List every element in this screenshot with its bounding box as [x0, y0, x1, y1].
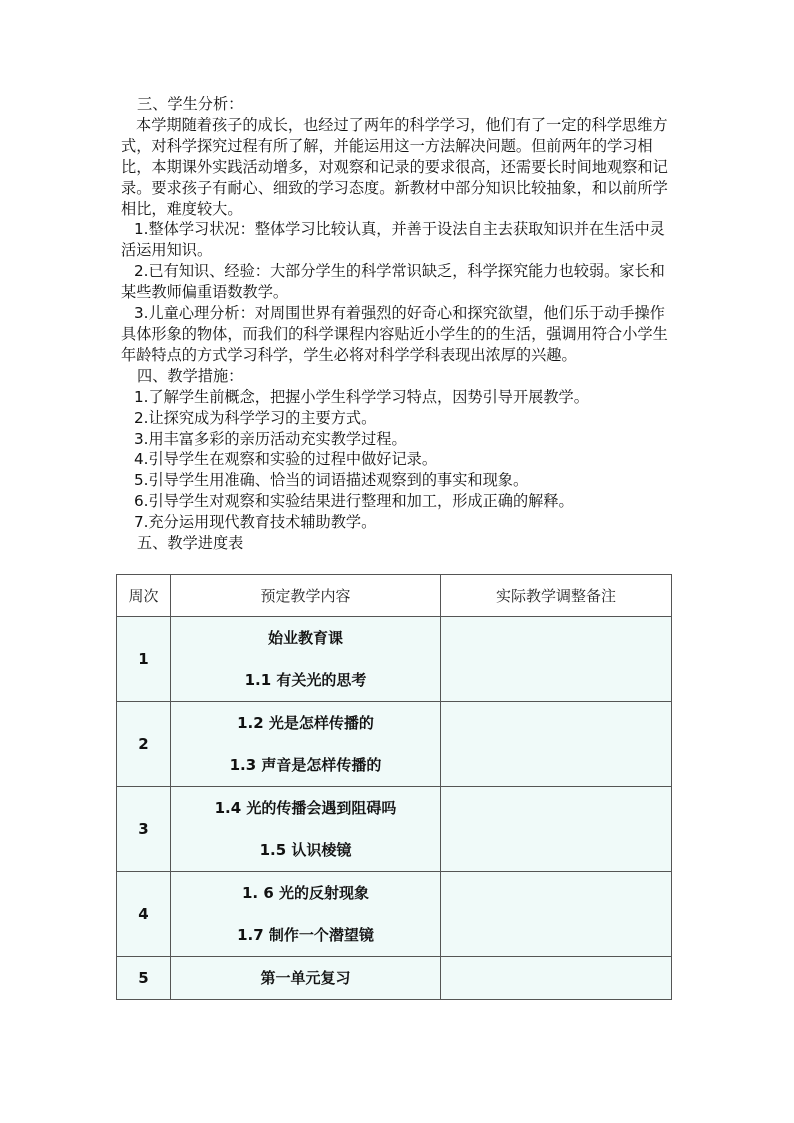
plan-line: 1.7 制作一个潜望镜 — [237, 926, 374, 944]
section-4-item: 2.让探究成为科学学习的主要方式。 — [134, 408, 377, 427]
table-row — [117, 957, 672, 1000]
plan-cell — [171, 702, 441, 787]
plan-line: 1.2 光是怎样传播的 — [237, 714, 374, 732]
schedule-table — [116, 574, 672, 1000]
section-5-title: 五、教学进度表 — [137, 534, 244, 553]
section-3-paragraph: 本学期随着孩子的成长，也经过了两年的科学学习，他们有了一定的科学思维方式，对科学探究过程有所了解，并能运用这一方法解决问题。但前两年的学习相比，本期课外实践活动增多，对观察和记录的要求很高，还需要长时间地观察和记录。要求孩子有耐心、细致的学习态度。新教材中部分知识比较抽象，和以前所学相比，难度较大。 — [121, 115, 668, 218]
plan-line: 1.1 有关光的思考 — [244, 671, 367, 689]
plan-cell — [171, 617, 441, 702]
section-4-title: 四、教学措施： — [137, 366, 244, 385]
plan-cell — [171, 872, 441, 957]
note-cell — [441, 957, 672, 1000]
section-3-title: 三、学生分析： — [137, 95, 244, 113]
section-4-item: 7.充分运用现代教育技术辅助教学。 — [134, 513, 377, 532]
plan-line: 第一单元复习 — [260, 969, 351, 987]
table-row — [117, 872, 672, 957]
table-row — [117, 617, 672, 702]
header-adjustment-notes: 实际教学调整备注 — [441, 575, 672, 617]
plan-cell — [171, 787, 441, 872]
plan-line: 1. 6 光的反射现象 — [241, 884, 370, 902]
section-4-item: 4.引导学生在观察和实验的过程中做好记录。 — [134, 450, 438, 469]
section-4-item: 6.引导学生对观察和实验结果进行整理和加工，形成正确的解释。 — [134, 492, 574, 511]
week-cell: 5 — [117, 957, 171, 1000]
section-3-item-1: 1.整体学习状况：整体学习比较认真，并善于设法自主去获取知识并在生活中灵活运用知识。 — [121, 220, 665, 260]
table-row — [117, 702, 672, 787]
table-header-row — [117, 575, 672, 617]
section-4-item: 3.用丰富多彩的亲历活动充实教学过程。 — [134, 429, 407, 448]
note-cell — [441, 787, 672, 872]
note-cell — [441, 617, 672, 702]
section-4-item: 5.引导学生用准确、恰当的词语描述观察到的事实和现象。 — [134, 471, 529, 490]
section-4-item: 1.了解学生前概念，把握小学生科学学习特点，因势引导开展教学。 — [134, 387, 589, 406]
week-cell: 1 — [117, 617, 171, 702]
header-planned-content: 预定教学内容 — [171, 575, 441, 617]
plan-line: 1.3 声音是怎样传播的 — [229, 756, 382, 774]
week-cell: 3 — [117, 787, 171, 872]
week-cell: 2 — [117, 702, 171, 787]
table-row — [117, 787, 672, 872]
note-cell — [441, 872, 672, 957]
section-3-item-3: 3.儿童心理分析：对周围世界有着强烈的好奇心和探究欲望，他们乐于动手操作具体形象的物体，而我们的科学课程内容贴近小学生的的生活，强调用符合小学生年龄特点的方式学习科学，学生必将对科学学科表现出浓厚的兴趣。 — [121, 304, 668, 364]
plan-line: 始业教育课 — [267, 629, 343, 647]
document-body — [121, 94, 673, 554]
plan-cell — [171, 957, 441, 1000]
plan-line: 1.4 光的传播会遇到阻碍吗 — [214, 799, 397, 817]
section-3-item-2: 2.已有知识、经验：大部分学生的科学常识缺乏，科学探究能力也较弱。家长和某些教师偏重语数教学。 — [121, 262, 665, 302]
note-cell — [441, 702, 672, 787]
plan-line: 1.5 认识棱镜 — [259, 841, 352, 859]
week-cell: 4 — [117, 872, 171, 957]
header-week: 周次 — [117, 575, 171, 617]
